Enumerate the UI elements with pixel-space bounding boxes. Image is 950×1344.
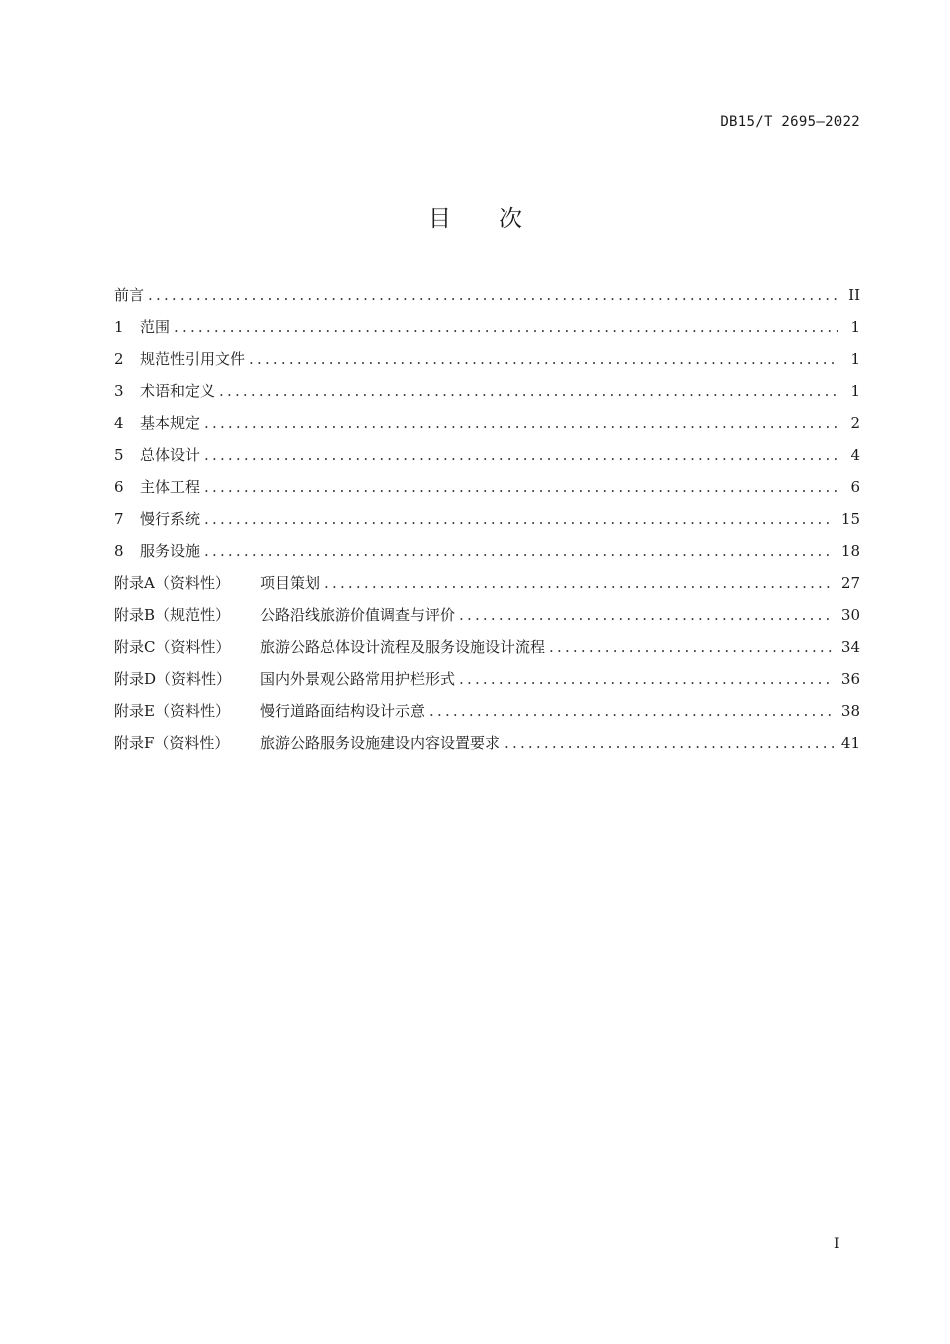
toc-entry-label [114, 636, 545, 657]
toc-entry[interactable] [114, 508, 860, 540]
standard-code: DB15/T 2695—2022 [720, 114, 860, 130]
toc-entry-label [114, 700, 425, 721]
toc-entry-page: 1 [850, 382, 860, 400]
toc-entry-text: 国内外景观公路常用护栏形式 [260, 670, 456, 688]
toc-leader-dots [504, 734, 835, 752]
toc-leader-dots [204, 542, 835, 560]
toc-entry-number: 1 [114, 318, 124, 336]
toc-leader-dots [204, 478, 838, 496]
toc-entry-page: 18 [840, 542, 860, 560]
toc-entry-number: 5 [114, 446, 124, 464]
toc-entry-text: 公路沿线旅游价值调查与评价 [260, 606, 456, 624]
toc-appendix-entry[interactable] [114, 700, 860, 732]
toc-entry-label [114, 380, 215, 401]
toc-entry-page: 38 [840, 702, 860, 720]
toc-entry-text: 慢行系统 [140, 510, 201, 528]
toc-appendix-entry[interactable] [114, 636, 860, 668]
toc-entry-label [114, 604, 455, 625]
toc-appendix-entry[interactable] [114, 668, 860, 700]
toc-entry-page: 6 [850, 478, 860, 496]
toc-entry-text: 主体工程 [140, 478, 201, 496]
toc-entry-text: 服务设施 [140, 542, 201, 560]
toc-entry-page: 1 [850, 318, 860, 336]
toc-entry-page: 30 [840, 606, 860, 624]
toc-title-char-1: 目 [428, 206, 451, 232]
toc-appendix-prefix: 附录E（资料性） [114, 702, 230, 720]
toc-entry-number: 2 [114, 350, 124, 368]
toc-leader-dots [219, 382, 838, 400]
page-number: I [834, 1236, 840, 1252]
toc-entry[interactable] [114, 476, 860, 508]
toc-entry-page: 4 [850, 446, 860, 464]
toc-entry[interactable] [114, 380, 860, 412]
toc-entry-number: 4 [114, 414, 124, 432]
toc-leader-dots [549, 638, 835, 656]
toc-entry-page: 15 [840, 510, 860, 528]
toc-entry-text: 旅游公路服务设施建设内容设置要求 [260, 734, 501, 752]
toc-entry-label [114, 316, 170, 337]
toc-entry-text: 基本规定 [140, 414, 201, 432]
toc-entry-page: 36 [840, 670, 860, 688]
toc-leader-dots [204, 414, 838, 432]
toc-entry-text: 总体设计 [140, 446, 201, 464]
toc-entry-page: 2 [850, 414, 860, 432]
toc-entry-label [114, 412, 200, 433]
toc-entry-text: 慢行道路面结构设计示意 [260, 702, 426, 720]
toc-entry[interactable] [114, 348, 860, 380]
toc-entry[interactable] [114, 412, 860, 444]
toc-entry-number: 8 [114, 542, 124, 560]
toc-entry-label: 前言 [114, 286, 145, 304]
toc-entry-number: 6 [114, 478, 124, 496]
toc-entry-foreword[interactable] [114, 284, 860, 316]
toc-entry-text: 旅游公路总体设计流程及服务设施设计流程 [260, 638, 546, 656]
toc-title-char-2: 次 [499, 206, 522, 232]
toc-entry-number: 3 [114, 382, 124, 400]
toc-entry-label [114, 476, 200, 497]
toc-entry-page: 41 [840, 734, 860, 752]
toc-appendix-prefix: 附录F（资料性） [114, 734, 230, 752]
toc-entry-label [114, 732, 500, 753]
toc-entry-label [114, 572, 320, 593]
toc-entry-page: 34 [840, 638, 860, 656]
toc-entry-page: 27 [840, 574, 860, 592]
toc-leader-dots [324, 574, 835, 592]
toc-entry[interactable] [114, 316, 860, 348]
toc-entry-text: 术语和定义 [140, 382, 216, 400]
toc-entry-label [114, 508, 200, 529]
toc-entry-number: 7 [114, 510, 124, 528]
toc-entry-label [114, 668, 455, 689]
toc-leader-dots [459, 606, 835, 624]
toc-leader-dots [249, 350, 838, 368]
toc-appendix-prefix: 附录A（资料性） [114, 574, 230, 592]
toc-entry-text: 范围 [140, 318, 171, 336]
toc-entry-label [114, 444, 200, 465]
toc-entry-page: II [848, 286, 860, 304]
toc-appendix-entry[interactable] [114, 732, 860, 764]
toc-entry[interactable] [114, 444, 860, 476]
toc-entry-text: 项目策划 [260, 574, 321, 592]
toc-leader-dots [204, 446, 838, 464]
toc-appendix-prefix: 附录B（规范性） [114, 606, 231, 624]
toc-leader-dots [459, 670, 835, 688]
toc-appendix-prefix: 附录C（资料性） [114, 638, 231, 656]
toc-entry-label [114, 348, 245, 369]
toc-appendix-prefix: 附录D（资料性） [114, 670, 232, 688]
toc-entry-label [114, 540, 200, 561]
toc-leader-dots [204, 510, 835, 528]
toc-appendix-entry[interactable] [114, 572, 860, 604]
toc-title [0, 200, 950, 233]
toc-entry[interactable] [114, 540, 860, 572]
toc-leader-dots [174, 318, 838, 336]
toc-leader-dots [148, 286, 838, 304]
toc-leader-dots [429, 702, 835, 720]
toc-appendix-entry[interactable] [114, 604, 860, 636]
toc-entry-text: 规范性引用文件 [140, 350, 246, 368]
table-of-contents [114, 284, 860, 764]
toc-entry-page: 1 [850, 350, 860, 368]
